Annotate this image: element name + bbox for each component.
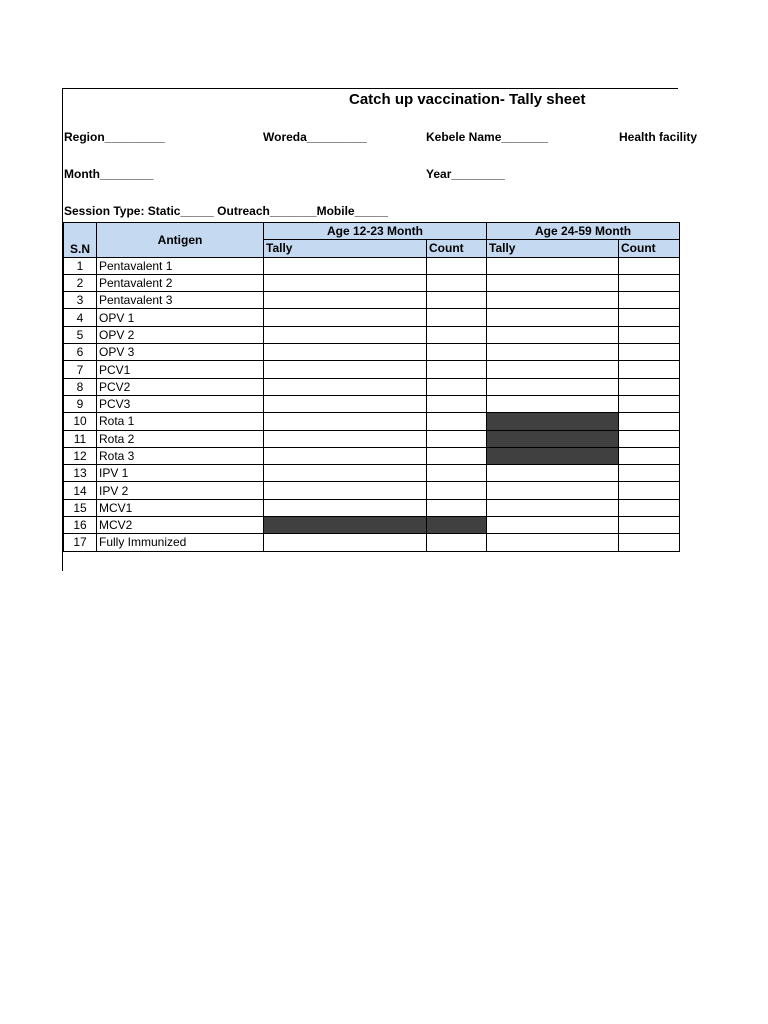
tally-cell-12-23[interactable] <box>264 274 427 291</box>
row-number: 12 <box>64 447 97 464</box>
count-cell-24-59[interactable] <box>619 309 680 326</box>
count-cell-24-59[interactable] <box>619 292 680 309</box>
shaded-cell <box>487 430 619 447</box>
row-number: 9 <box>64 395 97 412</box>
count-cell-12-23[interactable] <box>427 465 487 482</box>
tally-cell-12-23[interactable] <box>264 344 427 361</box>
tally-cell-12-23[interactable] <box>264 447 427 464</box>
count-cell-24-59[interactable] <box>619 257 680 274</box>
tally-sheet <box>62 88 698 571</box>
table-row <box>64 292 680 309</box>
row-number: 13 <box>64 465 97 482</box>
row-number: 7 <box>64 361 97 378</box>
shaded-cell <box>487 413 619 430</box>
tally-cell-12-23[interactable] <box>264 326 427 343</box>
year-field[interactable]: Year________ <box>426 167 505 181</box>
shaded-cell <box>264 517 427 534</box>
tally-cell-24-59[interactable] <box>487 274 619 291</box>
tally-cell-24-59[interactable] <box>487 395 619 412</box>
age-group-12-23-header: Age 12-23 Month <box>264 223 487 240</box>
tally-cell-24-59[interactable] <box>487 292 619 309</box>
count-cell-12-23[interactable] <box>427 292 487 309</box>
row-number: 4 <box>64 309 97 326</box>
tally-cell-12-23[interactable] <box>264 361 427 378</box>
count-cell-24-59[interactable] <box>619 482 680 499</box>
count-cell-12-23[interactable] <box>427 309 487 326</box>
antigen-name: IPV 2 <box>97 482 264 499</box>
tally-cell-12-23[interactable] <box>264 292 427 309</box>
count-cell-12-23[interactable] <box>427 447 487 464</box>
table-row <box>64 395 680 412</box>
tally-header-12-23: Tally <box>264 240 427 257</box>
count-cell-12-23[interactable] <box>427 326 487 343</box>
table-row <box>64 517 680 534</box>
row-number: 2 <box>64 274 97 291</box>
tally-cell-12-23[interactable] <box>264 413 427 430</box>
table-row <box>64 447 680 464</box>
sheet-title: Catch up vaccination- Tally sheet <box>349 91 586 108</box>
tally-cell-12-23[interactable] <box>264 482 427 499</box>
antigen-name: Rota 2 <box>97 430 264 447</box>
count-cell-24-59[interactable] <box>619 534 680 551</box>
table-row <box>64 465 680 482</box>
tally-cell-12-23[interactable] <box>264 257 427 274</box>
row-number: 11 <box>64 430 97 447</box>
tally-cell-24-59[interactable] <box>487 534 619 551</box>
antigen-name: IPV 1 <box>97 465 264 482</box>
sn-header: S.N <box>64 223 97 258</box>
count-cell-12-23[interactable] <box>427 499 487 516</box>
count-cell-12-23[interactable] <box>427 344 487 361</box>
tally-cell-24-59[interactable] <box>487 378 619 395</box>
antigen-name: MCV1 <box>97 499 264 516</box>
count-cell-24-59[interactable] <box>619 395 680 412</box>
count-cell-12-23[interactable] <box>427 482 487 499</box>
tally-cell-24-59[interactable] <box>487 326 619 343</box>
antigen-name: OPV 2 <box>97 326 264 343</box>
row-number: 14 <box>64 482 97 499</box>
table-row <box>64 326 680 343</box>
count-cell-24-59[interactable] <box>619 361 680 378</box>
count-cell-24-59[interactable] <box>619 326 680 343</box>
antigen-name: Pentavalent 1 <box>97 257 264 274</box>
count-cell-12-23[interactable] <box>427 534 487 551</box>
count-header-12-23: Count <box>427 240 487 257</box>
tally-cell-12-23[interactable] <box>264 378 427 395</box>
count-cell-12-23[interactable] <box>427 413 487 430</box>
tally-cell-12-23[interactable] <box>264 534 427 551</box>
count-cell-24-59[interactable] <box>619 274 680 291</box>
row-number: 3 <box>64 292 97 309</box>
count-cell-12-23[interactable] <box>427 378 487 395</box>
tally-cell-24-59[interactable] <box>487 499 619 516</box>
count-cell-12-23[interactable] <box>427 361 487 378</box>
tally-header-24-59: Tally <box>487 240 619 257</box>
table-row <box>64 482 680 499</box>
row-number: 1 <box>64 257 97 274</box>
count-cell-12-23[interactable] <box>427 430 487 447</box>
antigen-name: Pentavalent 2 <box>97 274 264 291</box>
table-row <box>64 378 680 395</box>
antigen-name: OPV 1 <box>97 309 264 326</box>
table-row <box>64 257 680 274</box>
antigen-name: Fully Immunized <box>97 534 264 551</box>
antigen-name: PCV1 <box>97 361 264 378</box>
antigen-name: PCV3 <box>97 395 264 412</box>
table-row <box>64 344 680 361</box>
tally-cell-24-59[interactable] <box>487 257 619 274</box>
antigen-name: Rota 1 <box>97 413 264 430</box>
count-cell-24-59[interactable] <box>619 344 680 361</box>
table-row <box>64 430 680 447</box>
row-number: 5 <box>64 326 97 343</box>
kebele-field[interactable]: Kebele Name_______ <box>426 130 549 144</box>
count-cell-24-59[interactable] <box>619 430 680 447</box>
antigen-name: Pentavalent 3 <box>97 292 264 309</box>
tally-cell-12-23[interactable] <box>264 430 427 447</box>
count-cell-24-59[interactable] <box>619 413 680 430</box>
count-cell-24-59[interactable] <box>619 465 680 482</box>
count-cell-24-59[interactable] <box>619 447 680 464</box>
tally-cell-12-23[interactable] <box>264 395 427 412</box>
antigen-name: PCV2 <box>97 378 264 395</box>
tally-cell-24-59[interactable] <box>487 465 619 482</box>
count-cell-12-23[interactable] <box>427 395 487 412</box>
table-row <box>64 499 680 516</box>
month-field[interactable]: Month________ <box>64 167 154 181</box>
tally-cell-12-23[interactable] <box>264 309 427 326</box>
age-group-24-59-header: Age 24-59 Month <box>487 223 680 240</box>
antigen-header: Antigen <box>97 223 264 258</box>
shaded-cell <box>487 447 619 464</box>
table-row <box>64 413 680 430</box>
shaded-cell <box>427 517 487 534</box>
tally-cell-12-23[interactable] <box>264 465 427 482</box>
row-number: 6 <box>64 344 97 361</box>
table-row <box>64 274 680 291</box>
count-cell-24-59[interactable] <box>619 378 680 395</box>
row-number: 15 <box>64 499 97 516</box>
tally-cell-24-59[interactable] <box>487 344 619 361</box>
session-type-field[interactable]: Session Type: Static_____ Outreach_______Mobile_____ <box>64 204 388 218</box>
count-cell-24-59[interactable] <box>619 499 680 516</box>
row-number: 8 <box>64 378 97 395</box>
count-cell-12-23[interactable] <box>427 274 487 291</box>
table-row <box>64 309 680 326</box>
tally-table-body <box>64 257 680 551</box>
row-number: 16 <box>64 517 97 534</box>
row-number: 10 <box>64 413 97 430</box>
count-header-24-59: Count <box>619 240 680 257</box>
antigen-name: MCV2 <box>97 517 264 534</box>
health-facility-field[interactable]: Health facility <box>619 130 698 144</box>
region-field[interactable]: Region_________ <box>64 130 165 144</box>
table-row <box>64 534 680 551</box>
woreda-field[interactable]: Woreda_________ <box>263 130 367 144</box>
count-cell-12-23[interactable] <box>427 257 487 274</box>
tally-cell-24-59[interactable] <box>487 309 619 326</box>
antigen-name: Rota 3 <box>97 447 264 464</box>
tally-cell-24-59[interactable] <box>487 361 619 378</box>
antigen-name: OPV 3 <box>97 344 264 361</box>
tally-cell-24-59[interactable] <box>487 482 619 499</box>
tally-table <box>63 222 680 552</box>
table-row <box>64 361 680 378</box>
row-number: 17 <box>64 534 97 551</box>
count-cell-24-59[interactable] <box>619 517 680 534</box>
tally-cell-24-59[interactable] <box>487 517 619 534</box>
tally-cell-12-23[interactable] <box>264 499 427 516</box>
